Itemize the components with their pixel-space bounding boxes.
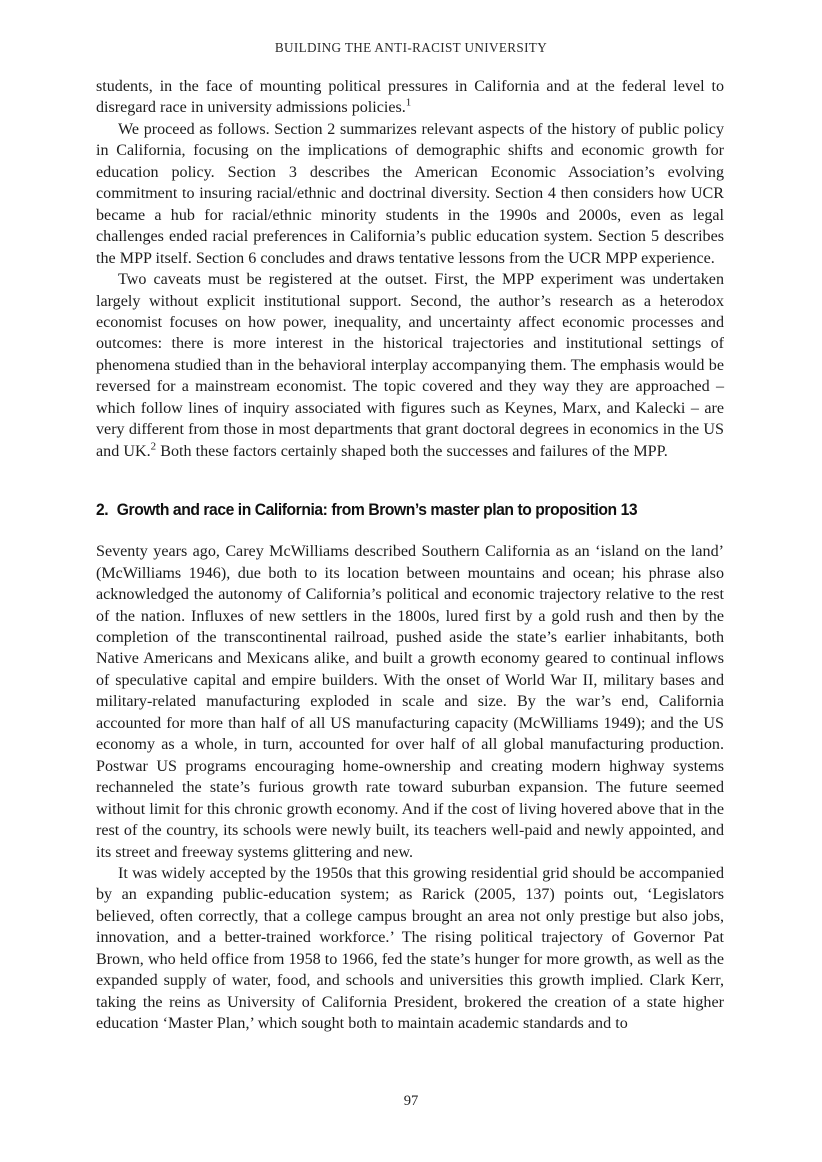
page-body-column [96, 76, 724, 1035]
paragraph-widely-accepted: It was widely accepted by the 1950s that this growing residential grid should be accompanied by an expanding public-education system; as Rarick (2005, 137) points out, ‘Legislators believed, often correctly, that a college campus brought an area not only prestige but also jobs, innovation, and a better-trained workforce.’ The rising political trajectory of Governor Pat Brown, who held office from 1958 to 1966, fed the state’s hunger for more growth, as well as the expanded supply of water, food, and schools and universities this growth implied. Clark Kerr, taking the reins as University of California President, brokered the creation of a state higher education ‘Master Plan,’ which sought both to maintain academic standards and to [96, 864, 724, 1033]
footnote-marker-2: 2 [150, 440, 157, 453]
page-number: 97 [403, 1093, 419, 1109]
paragraph-two-caveats-part-a: Two caveats must be registered at the outset. First, the MPP experiment was undertaken largely without explicit institutional support. Second, the author’s research as a heterodox economist focuses on how power, inequality, and uncertainty affect economic processes and outcomes: there is more interest in the historical trajectories and institutional settings of phenomena studied than in the behavioral interplay accompanying them. The emphasis would be reversed for a mainstream economist. The topic covered and they way they are approached – which follow lines of inquiry associated with figures such as Keynes, Marx, and Kalecki – are very different from those in most departments that grant doctoral degrees in economics in the US and UK. [96, 271, 724, 460]
paragraph-we-proceed-as-follows: We proceed as follows. Section 2 summarizes relevant aspects of the history of public policy in California, focusing on the implications of demographic shifts and economic growth for education policy. Section 3 describes the American Economic Association’s evolving commitment to insuring racial/ethnic and doctrinal diversity. Section 4 then considers how UCR became a hub for racial/ethnic minority students in the 1990s and 2000s, even as legal challenges ended racial preferences in California’s public education system. Section 5 describes the MPP itself. Section 6 concludes and draws tentative lessons from the UCR MPP experience. [96, 120, 724, 267]
heading-spacer-below [96, 521, 724, 541]
running-head: BUILDING THE ANTI-RACIST UNIVERSITY [274, 40, 548, 55]
section-title: Growth and race in California: from Brown’s master plan to proposition 13 [116, 501, 638, 520]
paragraph-two-caveats-part-b: Both these factors certainly shaped both the successes and failures of the MPP. [156, 442, 668, 460]
section-heading [96, 500, 696, 521]
footnote-marker-1: 1 [405, 97, 412, 110]
paragraph-seventy-years-ago: Seventy years ago, Carey McWilliams described Southern California as an ‘island on the land’ (McWilliams 1946), due both to its location between mountains and ocean; his phrase also acknowledged the autonomy of California’s political and economic trajectory relative to the rest of the nation. Influxes of new settlers in the 1800s, lured first by a gold rush and then by the completion of the transcontinental railroad, pushed aside the state’s earlier inhabitants, both Native Americans and Mexicans alike, and built a growth economy geared to continual inflows of speculative capital and empire builders. With the onset of World War II, military bases and military-related manufacturing exploded in scale and size. By the war’s end, California accounted for more than half of all US manufacturing capacity (McWilliams 1949); and the US economy as a whole, in turn, accounted for over half of all global manufacturing production. Postwar US programs encouraging home-ownership and creating modern highway systems rechanneled the state’s furious growth rate toward suburban expansion. The future seemed without limit for this chronic growth economy. And if the cost of living hovered above that in the rest of the country, its schools were newly built, its teachers well-paid and newly appointed, and its street and freeway systems glittering and new. [96, 543, 724, 861]
paragraph-continuation-text: students, in the face of mounting political pressures in California and at the federal level to disregard race in university admissions policies. [96, 78, 724, 117]
section-number: 2. [96, 501, 109, 520]
paragraph-continuation [96, 76, 724, 119]
paragraph-two-caveats [96, 269, 724, 462]
heading-spacer-above [96, 462, 724, 500]
